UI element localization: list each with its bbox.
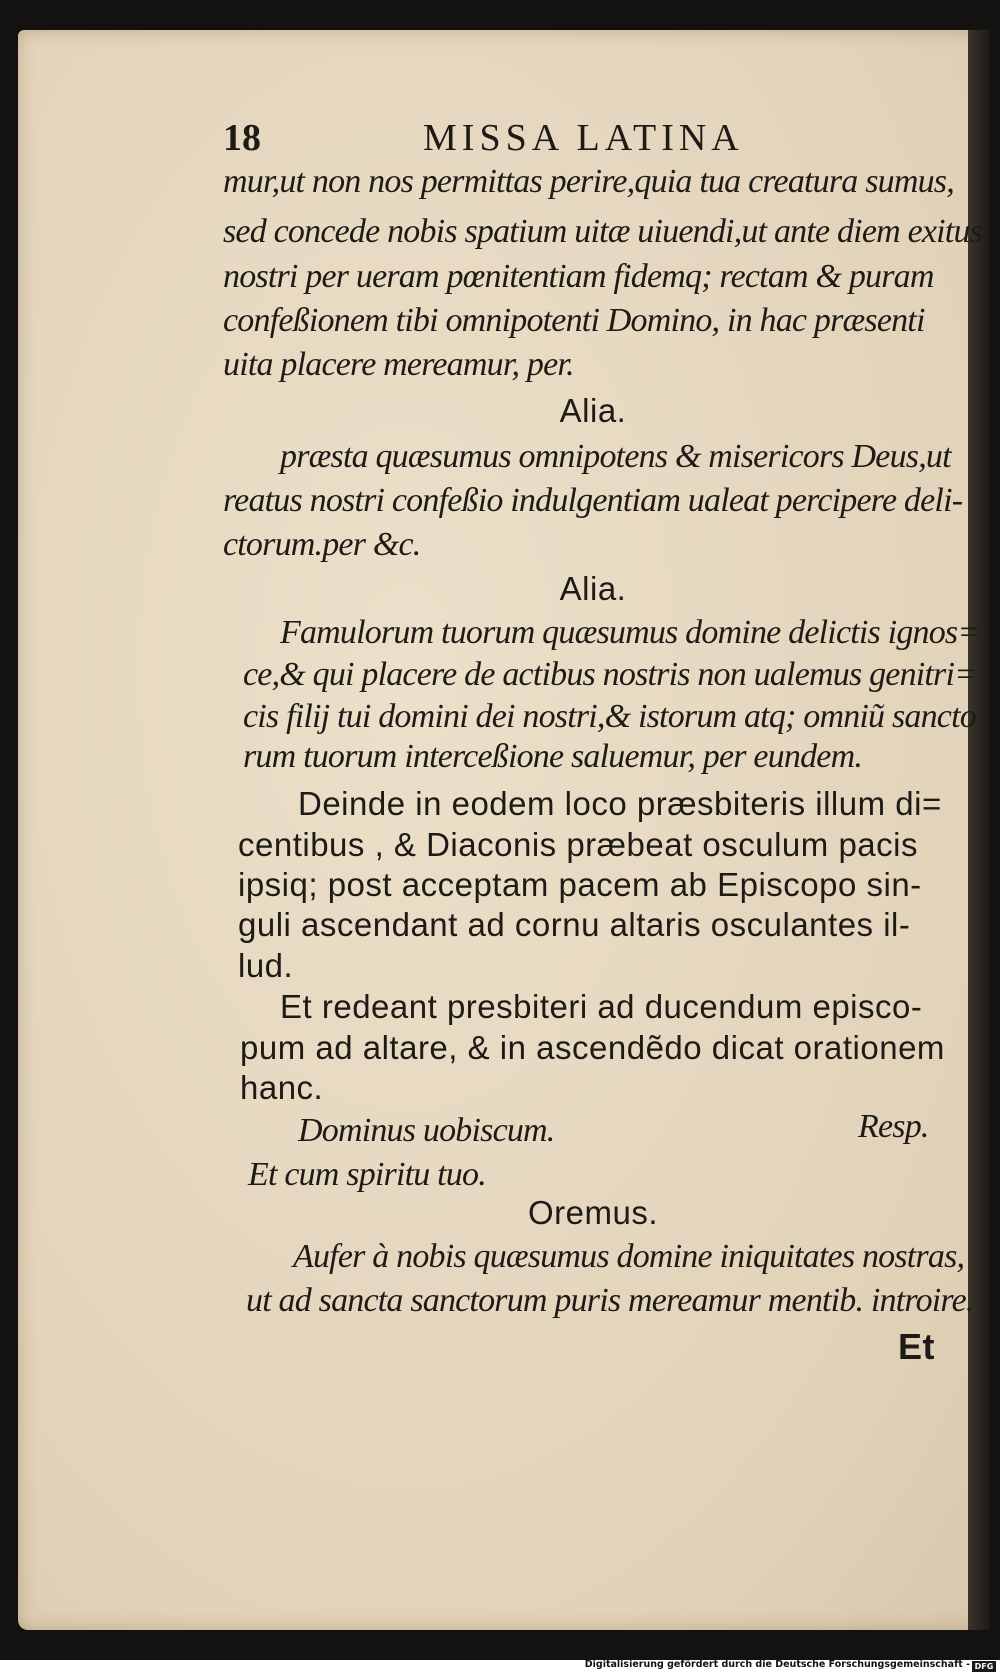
digitization-credit: Digitalisierung gefördert durch die Deutsche Forschungsgemeinschaft - <box>584 1659 970 1670</box>
rubric-line: centibus , & Diaconis præbeat osculum pacis <box>238 826 918 863</box>
catchword: Et <box>898 1326 935 1367</box>
text-line: Aufer à nobis quæsumus domine iniquitates nostras, <box>293 1238 965 1275</box>
rubric-line: hanc. <box>240 1069 324 1106</box>
text-line: nostri per ueram pœnitentiam fidemq; rectam & puram <box>223 258 934 295</box>
footer-bar <box>0 1660 1000 1673</box>
text-line: reatus nostri confeßio indulgentiam ualeat percipere deli- <box>223 482 963 519</box>
text-line: cis filij tui domini dei nostri,& istorum atq; omniũ sancto <box>243 698 976 735</box>
versicle: Dominus uobiscum. <box>298 1112 555 1149</box>
text-line: ce,& qui placere de actibus nostris non ualemus genitri= <box>243 656 977 693</box>
text-line: sed concede nobis spatium uitæ uiuendi,ut ante diem exitus <box>223 213 983 250</box>
page-edge-shadow <box>968 30 990 1630</box>
text-line: mur,ut non nos permittas perire,quia tua creatura sumus, <box>223 163 954 200</box>
section-heading: Alia. <box>559 392 627 429</box>
rubric-line: pum ad altare, & in ascendẽdo dicat orationem <box>240 1029 945 1066</box>
section-heading: Oremus. <box>527 1194 659 1231</box>
text-line: Famulorum tuorum quæsumus domine delictis ignos= <box>280 614 980 651</box>
book-page <box>18 30 990 1630</box>
section-heading: Alia. <box>559 570 627 607</box>
text-line: confeßionem tibi omnipotenti Domino, in hac præsenti <box>223 302 925 339</box>
rubric-line: Deinde in eodem loco præsbiteris illum di= <box>298 785 942 822</box>
response-marker: Resp. <box>858 1108 929 1145</box>
text-line: rum tuorum interceßione saluemur, per eundem. <box>243 738 863 775</box>
rubric-line: ipsiq; post acceptam pacem ab Episcopo sin- <box>238 866 922 903</box>
page-number: 18 <box>223 117 261 159</box>
rubric-line: lud. <box>238 947 294 984</box>
running-head: MISSA LATINA <box>423 117 744 159</box>
text-line: ut ad sancta sanctorum puris mereamur mentib. introire. <box>246 1282 974 1319</box>
rubric-line: guli ascendant ad cornu altaris osculantes il- <box>238 906 911 943</box>
text-line: ctorum.per &c. <box>223 526 421 563</box>
rubric-line: Et redeant presbiteri ad ducendum episco- <box>280 988 923 1025</box>
response: Et cum spiritu tuo. <box>248 1156 486 1193</box>
text-line: uita placere mereamur, per. <box>223 346 574 383</box>
dfg-logo: DFG <box>972 1661 996 1672</box>
text-line: præsta quæsumus omnipotens & misericors Deus,ut <box>280 438 951 475</box>
